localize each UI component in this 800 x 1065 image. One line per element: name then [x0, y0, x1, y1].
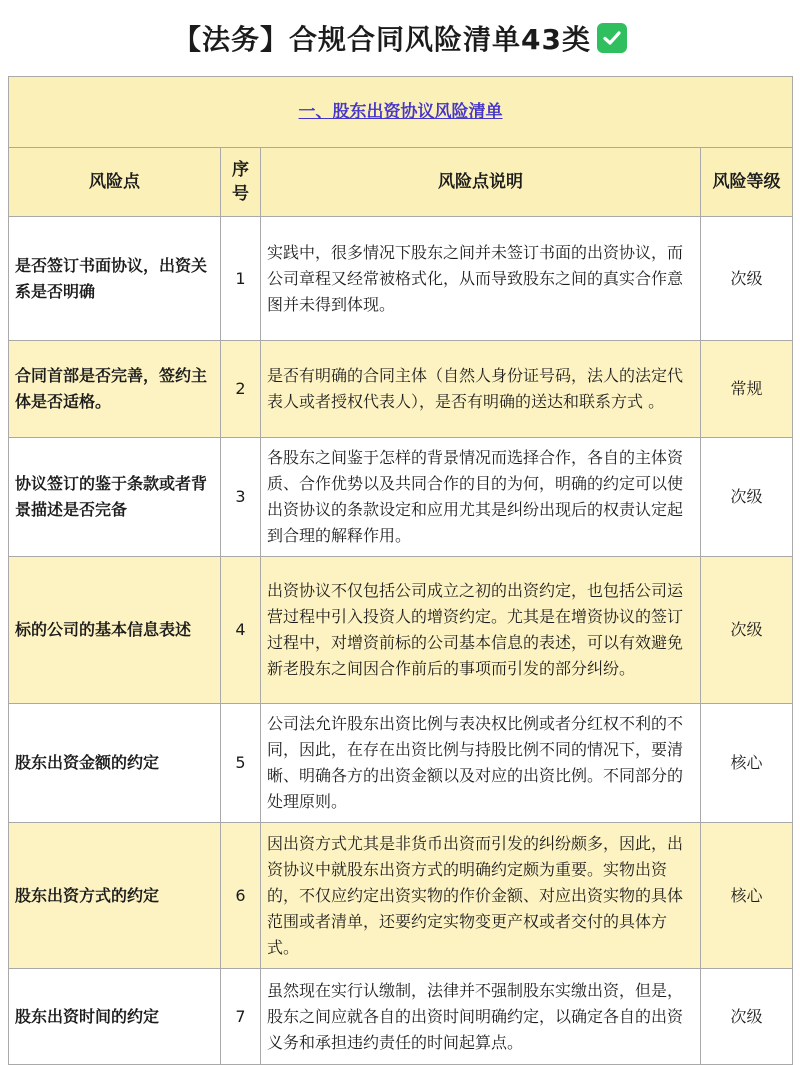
risk-point-cell: 股东出资方式的约定 — [9, 823, 221, 969]
page-title-text: 【法务】合规合同风险清单43类 — [173, 23, 591, 56]
risk-level-cell: 次级 — [701, 217, 793, 341]
row-number-cell: 5 — [221, 704, 261, 823]
row-number-cell: 2 — [221, 341, 261, 438]
table-row — [9, 341, 793, 438]
risk-description-cell: 实践中，很多情况下股东之间并未签订书面的出资协议，而公司章程又经常被格式化，从而导致股东之间的真实合作意图并未得到体现。 — [261, 217, 701, 341]
risk-description-cell: 是否有明确的合同主体（自然人身份证号码，法人的法定代表人或者授权代表人），是否有明确的送达和联系方式 。 — [261, 341, 701, 438]
risk-description-cell: 因出资方式尤其是非货币出资而引发的纠纷颇多，因此，出资协议中就股东出资方式的明确约定颇为重要。实物出资的，不仅应约定出资实物的作价金额、对应出资实物的具体范围或者清单，还要约定实物变更产权或者交付的具体方式。 — [261, 823, 701, 969]
risk-level-cell: 次级 — [701, 969, 793, 1065]
risk-point-cell: 合同首部是否完善，签约主体是否适格。 — [9, 341, 221, 438]
page-title — [0, 0, 800, 76]
risk-level-cell: 次级 — [701, 557, 793, 704]
risk-level-cell: 核心 — [701, 704, 793, 823]
table-header-row — [9, 148, 793, 217]
risk-point-cell: 协议签订的鉴于条款或者背景描述是否完备 — [9, 438, 221, 557]
column-header-no — [221, 148, 261, 217]
row-number-cell: 1 — [221, 217, 261, 341]
section-title-link[interactable]: 一、股东出资协议风险清单 — [298, 102, 503, 122]
risk-description-cell: 各股东之间鉴于怎样的背景情况而选择合作，各自的主体资质、合作优势以及共同合作的目的为何，明确的约定可以使出资协议的条款设定和应用尤其是纠纷出现后的权责认定起到合理的解释作用。 — [261, 438, 701, 557]
section-header-row — [9, 77, 793, 148]
risk-point-cell: 股东出资时间的约定 — [9, 969, 221, 1065]
risk-level-cell: 常规 — [701, 341, 793, 438]
risk-point-cell: 标的公司的基本信息表述 — [9, 557, 221, 704]
risk-level-cell: 次级 — [701, 438, 793, 557]
column-header-point: 风险点 — [9, 148, 221, 217]
check-mark-icon — [597, 23, 627, 53]
table-row — [9, 704, 793, 823]
table-row — [9, 969, 793, 1065]
column-header-desc: 风险点说明 — [261, 148, 701, 217]
table-row — [9, 217, 793, 341]
row-number-cell: 3 — [221, 438, 261, 557]
risk-table — [8, 76, 793, 1065]
row-number-cell: 6 — [221, 823, 261, 969]
section-header-cell — [9, 77, 793, 148]
risk-level-cell: 核心 — [701, 823, 793, 969]
risk-point-cell: 股东出资金额的约定 — [9, 704, 221, 823]
risk-description-cell: 出资协议不仅包括公司成立之初的出资约定，也包括公司运营过程中引入投资人的增资约定。尤其是在增资协议的签订过程中，对增资前标的公司基本信息的表述，可以有效避免新老股东之间因合作前后的事项而引发的部分纠纷。 — [261, 557, 701, 704]
column-header-level: 风险等级 — [701, 148, 793, 217]
risk-description-cell: 公司法允许股东出资比例与表决权比例或者分红权不利的不同，因此，在存在出资比例与持股比例不同的情况下，要清晰、明确各方的出资金额以及对应的出资比例。不同部分的处理原则。 — [261, 704, 701, 823]
table-row — [9, 438, 793, 557]
table-row — [9, 823, 793, 969]
table-row — [9, 557, 793, 704]
row-number-cell: 7 — [221, 969, 261, 1065]
risk-point-cell: 是否签订书面协议，出资关系是否明确 — [9, 217, 221, 341]
column-header-no-line1: 序 — [232, 160, 249, 180]
risk-description-cell: 虽然现在实行认缴制，法律并不强制股东实缴出资，但是，股东之间应就各自的出资时间明确约定，以确定各自的出资义务和承担违约责任的时间起算点。 — [261, 969, 701, 1065]
column-header-no-line2: 号 — [232, 184, 249, 204]
row-number-cell: 4 — [221, 557, 261, 704]
